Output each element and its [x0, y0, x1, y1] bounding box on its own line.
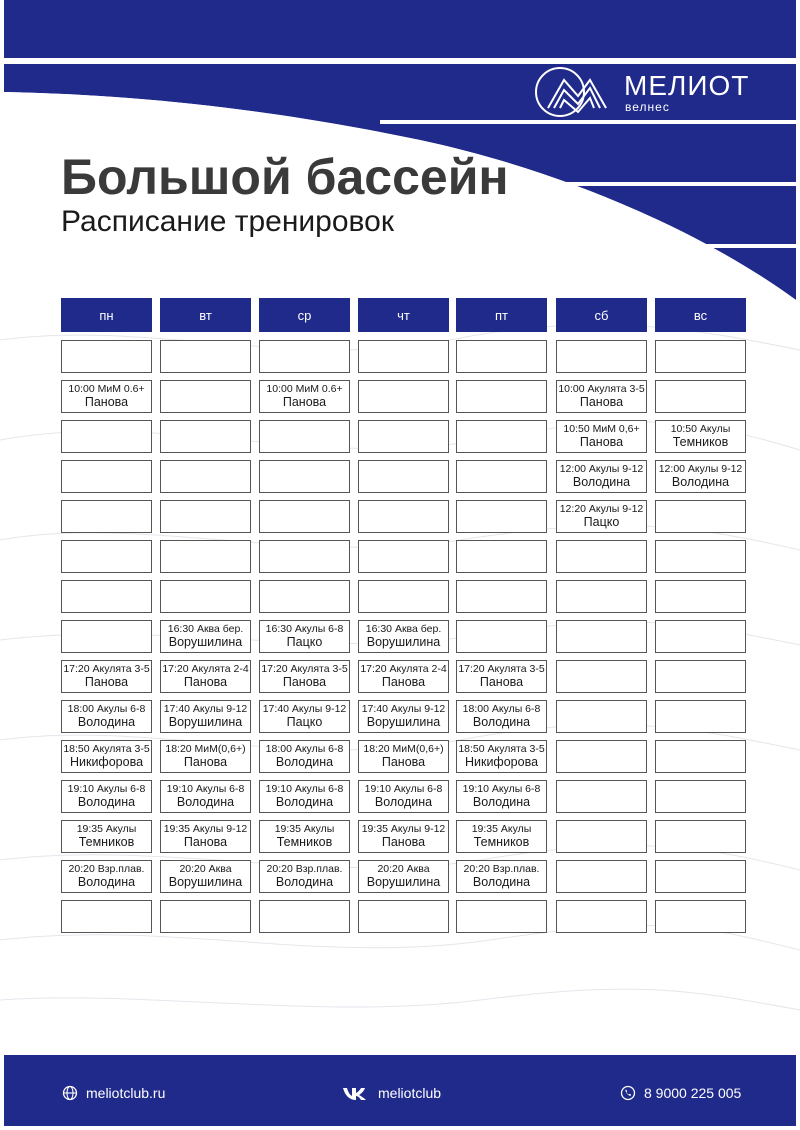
coach-name: Панова: [381, 835, 426, 850]
coach-name: Панова: [579, 435, 624, 450]
coach-name: Темников: [78, 835, 135, 850]
session-info: 18:00 Акулы 6-8: [462, 703, 541, 716]
coach-name: Темников: [672, 435, 729, 450]
schedule-cell: [358, 620, 449, 653]
coach-name: Володина: [77, 875, 136, 890]
schedule-cell: [655, 620, 746, 653]
session-info: 19:10 Акулы 6-8: [67, 783, 146, 796]
session-info: 17:20 Акулята 2-4: [360, 663, 447, 676]
coach-name: Володина: [472, 875, 531, 890]
coach-name: Володина: [77, 715, 136, 730]
schedule-cell: [456, 700, 547, 733]
schedule-cell: [556, 660, 647, 693]
schedule-cell: [61, 660, 152, 693]
schedule-cell: [160, 380, 251, 413]
schedule-cell: [456, 580, 547, 613]
schedule-cell: [259, 380, 350, 413]
session-info: 19:35 Акулы: [471, 823, 532, 836]
day-header-3: ср: [259, 298, 350, 332]
schedule-cell: [655, 500, 746, 533]
footer-site-text: meliotclub.ru: [86, 1085, 166, 1101]
day-header-7: вс: [655, 298, 746, 332]
schedule-cell: [160, 700, 251, 733]
schedule-cell: [259, 700, 350, 733]
brand-name: МЕЛИОТ: [624, 70, 750, 101]
schedule-cell: [456, 540, 547, 573]
schedule-cell: [160, 420, 251, 453]
schedule-cell: [556, 740, 647, 773]
coach-name: Ворушилина: [168, 875, 243, 890]
coach-name: Панова: [84, 675, 129, 690]
page-subtitle: Расписание тренировок: [61, 205, 394, 238]
day-header-5: пт: [456, 298, 547, 332]
schedule-cell: [358, 700, 449, 733]
schedule-cell: [61, 460, 152, 493]
session-info: 17:20 Акулята 2-4: [162, 663, 249, 676]
session-info: 10:00 МиМ 0.6+: [68, 383, 145, 396]
schedule-cell: [556, 500, 647, 533]
coach-name: Никифорова: [69, 755, 144, 770]
schedule-cell: [655, 420, 746, 453]
schedule-cell: [556, 860, 647, 893]
day-header-6: сб: [556, 298, 647, 332]
schedule-cell: [556, 620, 647, 653]
coach-name: Володина: [572, 475, 631, 490]
schedule-cell: [456, 620, 547, 653]
schedule-cell: [259, 780, 350, 813]
schedule-cell: [259, 500, 350, 533]
coach-name: Панова: [183, 755, 228, 770]
session-info: 10:00 Акулята 3-5: [558, 383, 645, 396]
schedule-cell: [358, 900, 449, 933]
schedule-cell: [358, 860, 449, 893]
schedule-cell: [160, 740, 251, 773]
schedule-cell: [556, 580, 647, 613]
schedule-cell: [655, 820, 746, 853]
coach-name: Ворушилина: [168, 715, 243, 730]
schedule-cell: [556, 420, 647, 453]
coach-name: Панова: [183, 835, 228, 850]
schedule-cell: [259, 420, 350, 453]
vk-icon: [342, 1085, 370, 1101]
schedule-cell: [456, 380, 547, 413]
session-info: 17:20 Акулята 3-5: [458, 663, 545, 676]
coach-name: Панова: [579, 395, 624, 410]
coach-name: Никифорова: [464, 755, 539, 770]
footer-phone[interactable]: [620, 1085, 741, 1101]
schedule-cell: [259, 340, 350, 373]
schedule-cell: [160, 660, 251, 693]
footer-vk[interactable]: [342, 1085, 441, 1101]
coach-name: Панова: [84, 395, 129, 410]
coach-name: Панова: [381, 755, 426, 770]
coach-name: Ворушилина: [168, 635, 243, 650]
coach-name: Ворушилина: [366, 635, 441, 650]
page-title: Большой бассейн: [61, 149, 509, 205]
schedule-cell: [160, 580, 251, 613]
schedule-cell: [655, 860, 746, 893]
session-info: 16:30 Аква бер.: [167, 623, 244, 636]
schedule-cell: [259, 620, 350, 653]
schedule-cell: [655, 580, 746, 613]
schedule-cell: [160, 340, 251, 373]
schedule-cell: [456, 660, 547, 693]
coach-name: Володина: [275, 795, 334, 810]
schedule-cell: [655, 460, 746, 493]
session-info: 10:00 МиМ 0.6+: [266, 383, 343, 396]
schedule-cell: [259, 860, 350, 893]
session-info: 17:20 Акулята 3-5: [63, 663, 150, 676]
schedule-cell: [61, 860, 152, 893]
session-info: 18:00 Акулы 6-8: [265, 743, 344, 756]
session-info: 19:10 Акулы 6-8: [364, 783, 443, 796]
session-info: 19:35 Акулы: [274, 823, 335, 836]
schedule-cell: [259, 660, 350, 693]
schedule-cell: [61, 500, 152, 533]
schedule-cell: [358, 580, 449, 613]
schedule-cell: [61, 620, 152, 653]
schedule-cell: [456, 500, 547, 533]
session-info: 12:20 Акулы 9-12: [559, 503, 644, 516]
session-info: 17:40 Акулы 9-12: [361, 703, 446, 716]
schedule-cell: [358, 340, 449, 373]
schedule-cell: [358, 500, 449, 533]
logo-mark-icon: [534, 66, 620, 118]
schedule-cell: [456, 780, 547, 813]
schedule-cell: [456, 860, 547, 893]
session-info: 17:20 Акулята 3-5: [261, 663, 348, 676]
coach-name: Володина: [472, 715, 531, 730]
coach-name: Володина: [275, 875, 334, 890]
schedule-cell: [160, 780, 251, 813]
day-header-2: вт: [160, 298, 251, 332]
session-info: 17:40 Акулы 9-12: [262, 703, 347, 716]
session-info: 20:20 Аква: [179, 863, 232, 876]
session-info: 19:10 Акулы 6-8: [265, 783, 344, 796]
schedule-cell: [259, 900, 350, 933]
footer-site[interactable]: [62, 1085, 165, 1101]
schedule-cell: [655, 700, 746, 733]
footer-phone-text: 8 9000 225 005: [644, 1085, 742, 1101]
schedule-cell: [655, 380, 746, 413]
coach-name: Володина: [176, 795, 235, 810]
session-info: 17:40 Акулы 9-12: [163, 703, 248, 716]
schedule-cell: [259, 460, 350, 493]
coach-name: Темников: [473, 835, 530, 850]
footer: [4, 1055, 796, 1126]
schedule-cell: [556, 540, 647, 573]
session-info: 18:50 Акулята 3-5: [458, 743, 545, 756]
session-info: 19:10 Акулы 6-8: [462, 783, 541, 796]
schedule-cell: [259, 580, 350, 613]
coach-name: Володина: [275, 755, 334, 770]
schedule-cell: [259, 820, 350, 853]
schedule-cell: [358, 380, 449, 413]
schedule-cell: [358, 420, 449, 453]
schedule-cell: [358, 540, 449, 573]
schedule-cell: [556, 820, 647, 853]
schedule-cell: [655, 340, 746, 373]
session-info: 20:20 Взр.плав.: [463, 863, 540, 876]
schedule-cell: [160, 620, 251, 653]
schedule-cell: [358, 740, 449, 773]
schedule-cell: [160, 500, 251, 533]
schedule-cell: [160, 460, 251, 493]
schedule-cell: [160, 540, 251, 573]
schedule-cell: [456, 340, 547, 373]
schedule-cell: [61, 380, 152, 413]
schedule-cell: [61, 700, 152, 733]
coach-name: Володина: [671, 475, 730, 490]
schedule-cell: [655, 740, 746, 773]
phone-icon: [620, 1085, 636, 1101]
schedule-cell: [655, 780, 746, 813]
coach-name: Пацко: [286, 635, 323, 650]
coach-name: Панова: [183, 675, 228, 690]
schedule-cell: [358, 820, 449, 853]
coach-name: Ворушилина: [366, 875, 441, 890]
session-info: 18:50 Акулята 3-5: [63, 743, 150, 756]
schedule-cell: [456, 460, 547, 493]
schedule-cell: [456, 900, 547, 933]
schedule-cell: [556, 460, 647, 493]
schedule-cell: [61, 740, 152, 773]
schedule-cell: [160, 900, 251, 933]
session-info: 20:20 Взр.плав.: [266, 863, 343, 876]
schedule-cell: [259, 540, 350, 573]
session-info: 20:20 Взр.плав.: [68, 863, 145, 876]
day-header-4: чт: [358, 298, 449, 332]
session-info: 19:35 Акулы: [76, 823, 137, 836]
schedule-cell: [61, 340, 152, 373]
schedule-cell: [259, 740, 350, 773]
schedule-cell: [556, 780, 647, 813]
schedule-cell: [556, 900, 647, 933]
coach-name: Пацко: [286, 715, 323, 730]
schedule-cell: [556, 380, 647, 413]
coach-name: Панова: [479, 675, 524, 690]
coach-name: Темников: [276, 835, 333, 850]
day-header-1: пн: [61, 298, 152, 332]
footer-vk-text: meliotclub: [378, 1085, 442, 1101]
coach-name: Панова: [282, 395, 327, 410]
session-info: 10:50 МиМ 0,6+: [563, 423, 640, 436]
session-info: 19:10 Акулы 6-8: [166, 783, 245, 796]
schedule-cell: [160, 860, 251, 893]
brand-logo: [534, 66, 749, 118]
schedule-cell: [61, 900, 152, 933]
schedule-cell: [61, 820, 152, 853]
schedule-cell: [556, 340, 647, 373]
coach-name: Володина: [374, 795, 433, 810]
coach-name: Пацко: [583, 515, 620, 530]
coach-name: Ворушилина: [366, 715, 441, 730]
coach-name: Володина: [472, 795, 531, 810]
session-info: 18:20 МиМ(0,6+): [363, 743, 444, 756]
session-info: 19:35 Акулы 9-12: [163, 823, 248, 836]
session-info: 16:30 Акулы 6-8: [265, 623, 344, 636]
schedule-cell: [358, 660, 449, 693]
schedule-cell: [556, 700, 647, 733]
session-info: 16:30 Аква бер.: [365, 623, 442, 636]
session-info: 12:00 Акулы 9-12: [658, 463, 743, 476]
schedule-cell: [456, 420, 547, 453]
globe-icon: [62, 1085, 78, 1101]
coach-name: Панова: [282, 675, 327, 690]
schedule-cell: [358, 460, 449, 493]
schedule-cell: [456, 740, 547, 773]
session-info: 20:20 Аква: [377, 863, 430, 876]
session-info: 18:00 Акулы 6-8: [67, 703, 146, 716]
schedule-cell: [160, 820, 251, 853]
schedule-cell: [655, 540, 746, 573]
coach-name: Володина: [77, 795, 136, 810]
schedule-cell: [61, 780, 152, 813]
coach-name: Панова: [381, 675, 426, 690]
session-info: 10:50 Акулы: [670, 423, 731, 436]
schedule-cell: [61, 420, 152, 453]
schedule-cell: [61, 540, 152, 573]
brand-sub: велнес: [625, 100, 670, 114]
schedule-cell: [655, 900, 746, 933]
session-info: 19:35 Акулы 9-12: [361, 823, 446, 836]
schedule-cell: [61, 580, 152, 613]
schedule-cell: [456, 820, 547, 853]
schedule-cell: [655, 660, 746, 693]
session-info: 18:20 МиМ(0,6+): [165, 743, 246, 756]
schedule-cell: [358, 780, 449, 813]
session-info: 12:00 Акулы 9-12: [559, 463, 644, 476]
